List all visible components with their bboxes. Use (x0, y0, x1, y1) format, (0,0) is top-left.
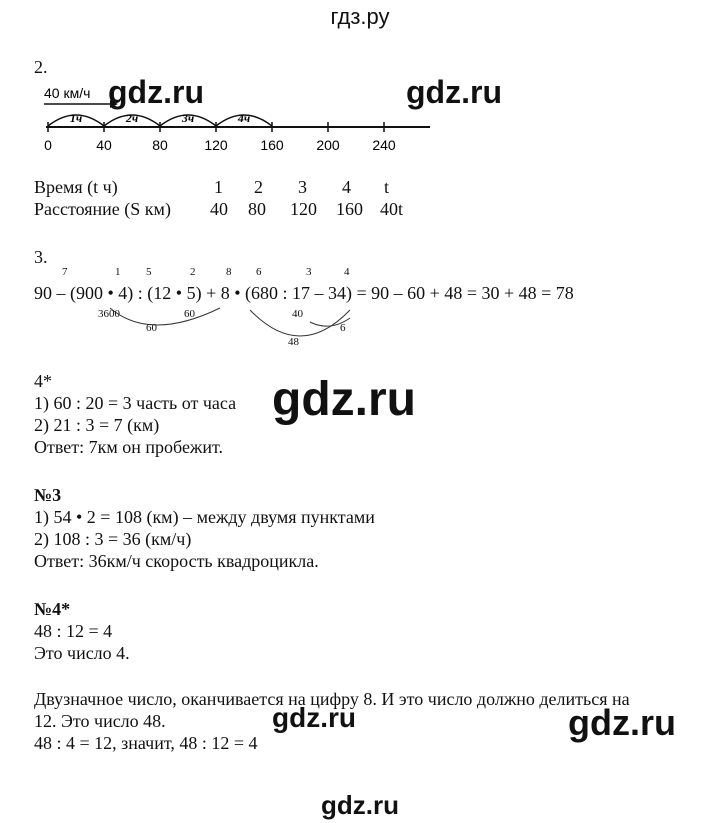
no4star-heading: №4* (34, 599, 71, 619)
tick-label-40: 40 (96, 137, 112, 153)
intermediate-40: 40 (292, 308, 303, 320)
task4star-answer: Ответ: 7км он пробежит. (34, 437, 224, 457)
time-value-4: 4 (342, 177, 351, 197)
time-row-label: Время (t ч) (34, 177, 118, 197)
number-line-diagram (38, 82, 438, 160)
distance-value-3: 120 (290, 199, 317, 219)
intermediate-60-b: 60 (184, 308, 195, 320)
task3-number: 3. (34, 247, 48, 267)
distance-row-label: Расстояние (S км) (34, 199, 171, 219)
intermediate-6: 6 (340, 322, 346, 334)
no3-heading: №3 (34, 485, 62, 505)
final-line-3: 48 : 4 = 12, значит, 48 : 12 = 4 (34, 733, 258, 753)
order-mark-3: 3 (306, 266, 312, 278)
order-mark-8: 8 (226, 266, 232, 278)
task4star-line-1: 1) 60 : 20 = 3 часть от часа (34, 393, 237, 413)
tick-label-200: 200 (316, 137, 340, 153)
segment-label-1: 1ч (69, 111, 83, 125)
no4star-line-1: 48 : 12 = 4 (34, 621, 113, 641)
no3-line-2: 2) 108 : 3 = 36 (км/ч) (34, 529, 192, 549)
no3-answer: Ответ: 36км/ч скорость квадроцикла. (34, 551, 319, 571)
order-mark-1: 1 (115, 266, 121, 278)
order-mark-7: 7 (62, 266, 68, 278)
distance-value-2: 80 (248, 199, 266, 219)
time-value-1: 1 (214, 177, 223, 197)
segment-label-3: 3ч (181, 111, 195, 125)
watermark-lower-middle: gdz.ru (272, 702, 356, 733)
distance-value-t: 40t (380, 199, 404, 219)
task4star-number: 4* (34, 371, 52, 391)
distance-value-1: 40 (210, 199, 228, 219)
time-value-3: 3 (298, 177, 307, 197)
final-line-2: 12. Это число 48. (34, 711, 166, 731)
number-line-svg (38, 82, 438, 160)
time-value-2: 2 (254, 177, 263, 197)
order-mark-4: 4 (344, 266, 350, 278)
watermark-top-left: gdz.ru (108, 74, 204, 110)
task2-number: 2. (34, 57, 48, 77)
segment-label-4: 4ч (237, 111, 251, 125)
no3-line-1: 1) 54 • 2 = 108 (км) – между двумя пунктами (34, 507, 375, 527)
time-value-t: t (384, 177, 390, 197)
order-mark-6: 6 (256, 266, 262, 278)
arc-3600-60 (110, 308, 220, 325)
watermark-lower-right: gdz.ru (568, 702, 676, 743)
intermediate-60-a: 60 (146, 322, 157, 334)
order-mark-5: 5 (146, 266, 152, 278)
tick-label-240: 240 (372, 137, 396, 153)
intermediate-3600: 3600 (98, 308, 120, 320)
watermark-footer: gdz.ru (321, 790, 399, 820)
tick-label-160: 160 (260, 137, 284, 153)
intermediate-48: 48 (288, 336, 299, 348)
speed-label: 40 км/ч (44, 85, 91, 101)
order-mark-2: 2 (190, 266, 196, 278)
tick-label-120: 120 (204, 137, 228, 153)
site-header: гдз.ру (330, 4, 390, 29)
tick-label-0: 0 (44, 137, 52, 153)
distance-value-4: 160 (336, 199, 363, 219)
task3-expression: 90 – (900 • 4) : (12 • 5) + 8 • (680 : 17 – 34) = 90 – 60 + 48 = 30 + 48 = 78 (34, 283, 574, 303)
task3-arcs (80, 302, 460, 372)
watermark-middle: gdz.ru (272, 373, 416, 426)
task4star-line-2: 2) 21 : 3 = 7 (км) (34, 415, 160, 435)
tick-label-80: 80 (152, 137, 168, 153)
final-line-1: Двузначное число, оканчивается на цифру 8. И это число должно делиться на (34, 689, 630, 709)
segment-label-2: 2ч (125, 111, 139, 125)
watermark-top-right: gdz.ru (406, 74, 502, 110)
no4star-line-2: Это число 4. (34, 643, 130, 663)
